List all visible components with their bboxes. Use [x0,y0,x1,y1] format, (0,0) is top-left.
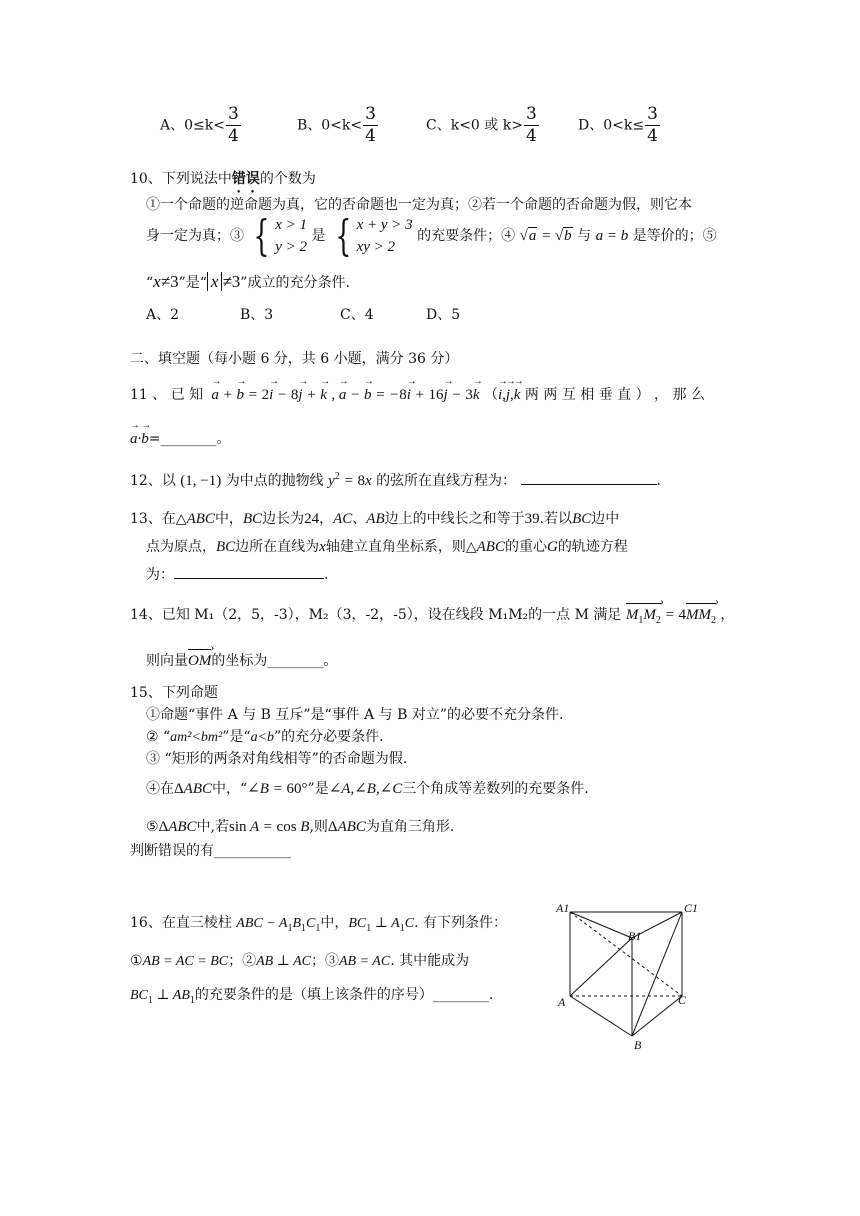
edge-a1b1 [570,912,632,938]
q15-i2a: ② “ [146,729,171,745]
q16-cond3: AB = AC [339,954,391,969]
q13-l2e: 的轨迹方程 [557,539,628,555]
q15-i4c: ”是 [307,781,329,797]
q13-l1c: 边长为 [262,511,305,527]
q13-abc-1: ABC [186,511,215,527]
q10-system-2: { x + y > 3 xy > 2 [335,211,413,260]
diag-ab1 [570,938,632,996]
q10-line2 [146,211,717,260]
q15-delta-abc-3: ΔABC [327,819,366,835]
q9-c-num: 3 [525,104,537,124]
q15-i5a: ⑤ [146,819,159,835]
q14-line2 [146,650,337,670]
q15-i5c: ,则 [309,819,328,835]
q16-line2 [130,950,469,970]
q9-d-num: 3 [647,104,658,124]
q16-line1 [130,912,507,934]
q13-l1g: .若以 [539,511,573,527]
q10-option-d: D、5 [426,307,461,323]
q15-i5d: 为直角三角形. [365,819,455,835]
q13-ab: AB [366,511,385,527]
q9-option-c [426,106,540,145]
label-a1: A1 [556,901,570,915]
q13-line3 [146,564,328,584]
q16-perp: $BC_1$ ⊥ $A_1C$ [348,916,415,934]
q10-stem-post: 的个数为 [259,171,316,187]
q10-stem-pre: 10、下列说法中 [130,171,232,187]
q15-delta-abc-1: ΔABC [174,781,212,797]
q16-line3 [130,984,493,1006]
q11-equation-1: → a + → b = 2→ i − 8→ j + → k [208,387,327,403]
q10-line1: ①一个命题的逆命题为真，它的否命题也一定为真；②若一个命题的否命题为假，则它本 [146,197,692,213]
q9-option-a [160,106,242,145]
q10-line3-c: ”成立的充分条件. [240,275,350,291]
label-b: B [634,1038,642,1052]
q13-line2 [146,536,628,556]
q14-om: OM › [188,653,211,669]
q16-l1a: 16、在直三棱柱 [130,915,232,931]
q11-dot-product: → a·→ b [130,431,149,447]
q10-abs-neq-3: ≠3 [222,272,241,291]
q13-bc-1: BC [242,511,263,527]
q13-l1e: 、 [352,511,367,527]
q12-answer-blank[interactable] [521,484,657,485]
q9-c-text: C、k<0 或 k> [426,117,523,134]
q10-option-b: B、3 [240,307,274,323]
label-c: C [678,993,687,1007]
q9-a-den: 4 [227,126,239,146]
q15-item1: ①命题“事件 A 与 B 互斥”是“事件 A 与 B 对立”的必要不充分条件. [146,707,564,723]
q13-l1d: ， [319,511,334,527]
q15-i4a: ④在 [146,781,174,797]
q11-mid: 两 两 互 相 垂 直 ） ， 那 么 [524,387,705,403]
q14-comma: ， [715,607,735,623]
q13-l1h: 边中 [591,511,620,527]
q13-bc-3: BC [216,539,236,555]
q9-d-den: 4 [647,126,658,146]
q10-stem [130,168,316,196]
q11-paren: （→ i,→ j,→ k [484,387,521,403]
prism-figure [550,898,710,1054]
q15-item5 [146,816,454,836]
label-c1: C1 [684,901,699,915]
q16-prism: ABC − $A_1B_1C_1$ [236,916,321,934]
q15-i4b: 中，“ [212,781,248,797]
q12-end: . [656,473,661,489]
q12-line [130,470,661,490]
q15-i2d: a<b [250,730,275,745]
q11-answer-blank: =________。 [148,431,231,447]
q13-l1f: 边上的中线长之和等于 [384,511,525,527]
label-b1: B1 [628,929,642,943]
q13-line1 [130,508,619,528]
q15-i2e: ”的充分必要条件. [274,729,384,745]
q10-line3 [146,272,350,292]
q16-l1c: . 有下列条件： [414,915,507,931]
q9-a-fraction [226,106,241,145]
q13-39: 39 [524,511,540,527]
q13-answer-blank[interactable] [174,578,324,579]
q9-a-num: 3 [227,104,239,124]
q10-line2-post3: 是等价的；⑤ [632,228,717,244]
q12-post: 的弦所在直线方程为： [376,473,517,489]
q15-i2b: am²<bm² [170,730,223,745]
q13-l1b: 中， [214,511,243,527]
q15-item2 [146,726,384,746]
q13-x: x [319,539,326,555]
q16-l2a: ① [130,953,143,969]
q16-l2d: . 其中能成为 [390,953,470,969]
q9-b-num: 3 [365,104,376,124]
q13-abc-2: ABC [476,539,505,555]
q11-prefix: 11 、 已 知 [130,387,204,403]
q12-pre: 12、以 [130,473,176,489]
q15-judge: 判断错误的有___________ [130,843,291,859]
q15-title: 15、下列命题 [130,685,218,701]
q16-l2b: ；② [228,953,257,969]
q16-cond2: AB ⊥ AC [256,954,311,969]
q16-l3a: 的充要条件的是（填上该条件的序号）________. [194,987,494,1003]
q13-l1a: 13、在△ [130,511,187,527]
q9-b-den: 4 [365,126,376,146]
q15-sin-cos: sin A = cos B [229,819,310,835]
q13-g: G [546,539,558,555]
q13-ac: AC [333,511,353,527]
q14-l1: 14、已知 M₁（2，5，-3），M₂（3，-2，-5），设在线段 M₁M₂的一点 M 满足 [130,607,622,623]
q10-line2-pre: 身一定为真；③ [146,228,244,244]
q13-24: 24 [304,511,320,527]
q14-vector-eq: $M_1M_2$ › = $4MM_2$ › [626,607,716,623]
q11-equation-2: , → a − → b = −8→ i + 16→ j − 3→ k [331,387,479,403]
q9-d-text: D、0<k≤ [578,117,645,134]
q9-b-text: B、0<k< [297,117,363,134]
q10-option-a: A、2 [146,307,180,323]
q15-i2c: ”是“ [222,729,251,745]
q10-line2-post2: 与 [577,228,592,244]
q12-mid: 为中点的抛物线 [225,473,324,489]
edge-bc [632,996,682,1036]
q10-line2-post: 的充要条件；④ [417,228,516,244]
q16-l1b: 中， [320,915,349,931]
q9-c-den: 4 [525,126,537,146]
q9-option-d [578,106,661,145]
q16-cond1: AB = AC = BC [142,954,229,969]
q9-option-b [297,106,379,145]
q10-line3-b: ”是“ [178,275,207,291]
section-fill-blank-heading: 二、填空题（每小题 6 分，共 6 小题，满分 36 分） [130,351,459,367]
edge-ab [570,996,632,1036]
q10-x-neq-3: x≠3 [153,272,179,291]
q14-l2b: 的坐标为________。 [211,653,338,669]
q10-sqrt-eq: √a = √b [519,228,572,244]
q10-option-c: C、4 [340,307,374,323]
q10-line3-a: “ [146,275,154,291]
q16-l2c: ；③ [311,953,339,969]
q10-line2-mid: 是 [311,228,326,244]
q9-b-fraction [363,106,378,145]
q15-angle-b: ∠B = 60° [247,781,308,797]
q10-a-eq-b: a = b [595,228,629,244]
q12-parabola: $y^2 = 8x$ [328,471,372,489]
q13-bc-2: BC [572,511,592,527]
q15-i4d: 三个角成等差数列的充要条件. [402,781,589,797]
q15-item3: ③ “矩形的两条对角线相等”的否命题为假. [146,751,408,767]
q15-i5b: 中,若 [196,819,230,835]
label-a: A [558,995,566,1009]
q12-midpoint: (1, −1) [180,473,222,489]
q11-line2 [130,428,230,448]
q10-abs-x: x [207,272,223,291]
q13-l3end: . [324,567,329,583]
q14-line1 [130,604,734,626]
q9-c-fraction [524,106,539,145]
q10-stem-emphasis: 错误 [231,171,260,187]
q9-d-fraction [645,106,660,145]
q16-target: $BC_1$ ⊥ $AB_1$ [130,988,195,1006]
q9-a-text: A、0≤k< [160,117,225,134]
q10-system-1: { x > 1 y > 2 [253,211,307,260]
q15-item4 [146,778,589,798]
q11-line1 [130,384,705,404]
q13-l2a: 点为原点， [146,539,216,555]
q14-l2a: 则向量 [146,653,188,669]
q13-l3: 为： [146,567,174,583]
q13-l2d: 的重心 [504,539,547,555]
q13-l2b: 边所在直线为 [235,539,320,555]
q15-delta-abc-2: ΔABC [158,819,197,835]
q13-l2c: 轴建立直角坐标系，则△ [325,539,477,555]
q15-angles: ∠A,∠B,∠C [328,781,403,797]
